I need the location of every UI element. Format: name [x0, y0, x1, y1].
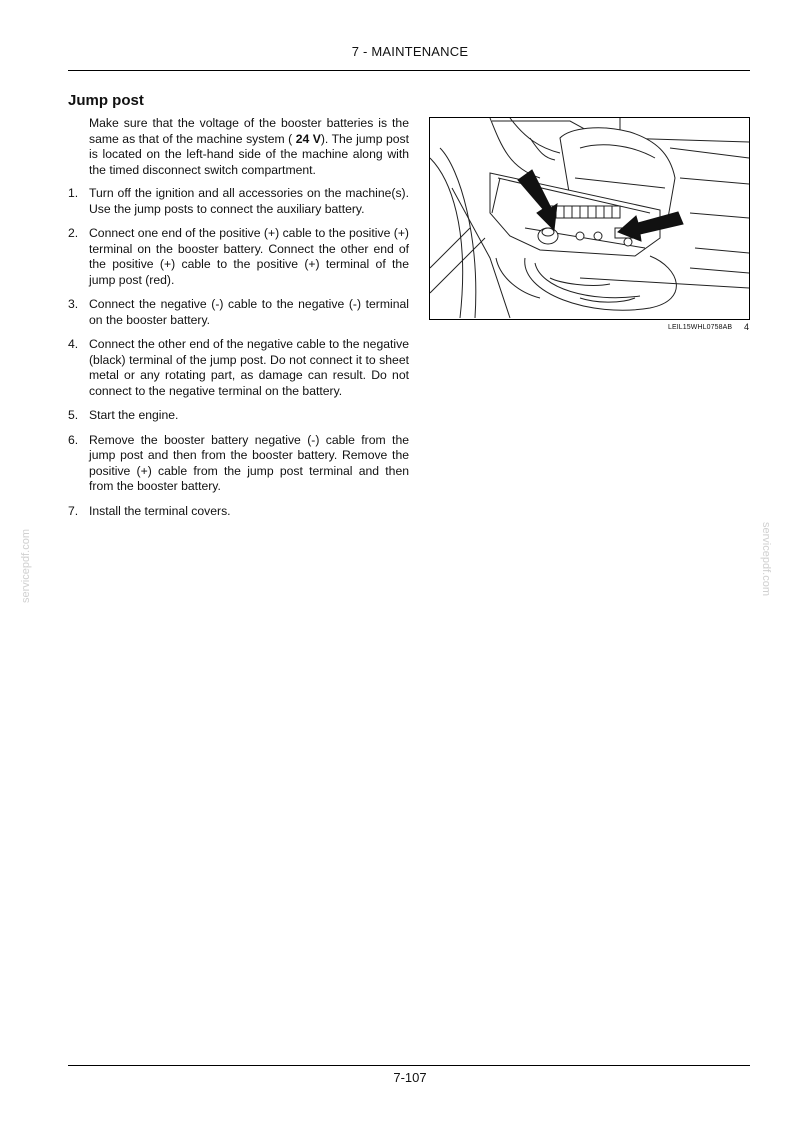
- step-number: 4.: [68, 337, 79, 351]
- watermark-right: servicepdf.com: [760, 522, 772, 596]
- section-title: Jump post: [68, 92, 144, 109]
- step-item: [68, 504, 409, 520]
- intro-paragraph: [89, 116, 409, 178]
- step-item: [68, 297, 409, 328]
- header-rule: [68, 70, 750, 71]
- figure-number: 4: [744, 322, 750, 332]
- step-text: Start the engine.: [89, 408, 179, 422]
- intro-text-before: Make sure that the voltage of the booster batteries is the same as that of the machine system (: [89, 116, 409, 146]
- step-text: Connect the negative (-) cable to the negative (-) terminal on the booster battery.: [89, 297, 409, 327]
- header-title: 7 - MAINTENANCE: [351, 44, 469, 59]
- steps-list: [68, 186, 409, 528]
- step-item: [68, 226, 409, 288]
- intro-voltage: 24 V: [295, 131, 321, 146]
- step-number: 1.: [68, 186, 79, 200]
- page-number: 7-107: [393, 1070, 427, 1085]
- step-text: Connect the other end of the negative cable to the negative (black) terminal of the jump post. Do not connect it to sheet metal or any rotating part, as damage can result. Do not connect to the negative terminal on the battery.: [89, 337, 409, 398]
- step-text: Remove the booster battery negative (-) cable from the jump post and then from the booster battery. Remove the positive (+) cable from the jump post terminal and then from the booster battery.: [89, 432, 409, 493]
- step-number: 7.: [68, 503, 79, 518]
- step-text: Install the terminal covers.: [89, 503, 231, 518]
- step-item: [68, 433, 409, 495]
- step-text: Connect one end of the positive (+) cable to the positive (+) terminal on the booster battery. Connect the other end of the positive (+) cable to the positive (+) terminal of the jump post (red).: [89, 226, 409, 287]
- figure-code: LEIL15WHL0758AB: [668, 324, 733, 331]
- jump-post-drawing: [430, 118, 749, 319]
- step-item: [68, 186, 409, 217]
- jump-post-illustration: [429, 117, 750, 320]
- step-number: 6.: [68, 432, 79, 447]
- step-text: Turn off the ignition and all accessories on the machine(s). Use the jump posts to connect the auxiliary battery.: [89, 186, 409, 216]
- step-item: [68, 408, 409, 424]
- footer-rule: [68, 1065, 750, 1066]
- watermark-left: servicepdf.com: [20, 529, 32, 603]
- step-number: 2.: [68, 226, 79, 240]
- step-number: 3.: [68, 297, 79, 311]
- step-number: 5.: [68, 408, 79, 422]
- step-item: [68, 337, 409, 399]
- intro-text-after: ). The jump post is located on the left-hand side of the machine along with the timed disconnect switch compartment.: [89, 131, 409, 177]
